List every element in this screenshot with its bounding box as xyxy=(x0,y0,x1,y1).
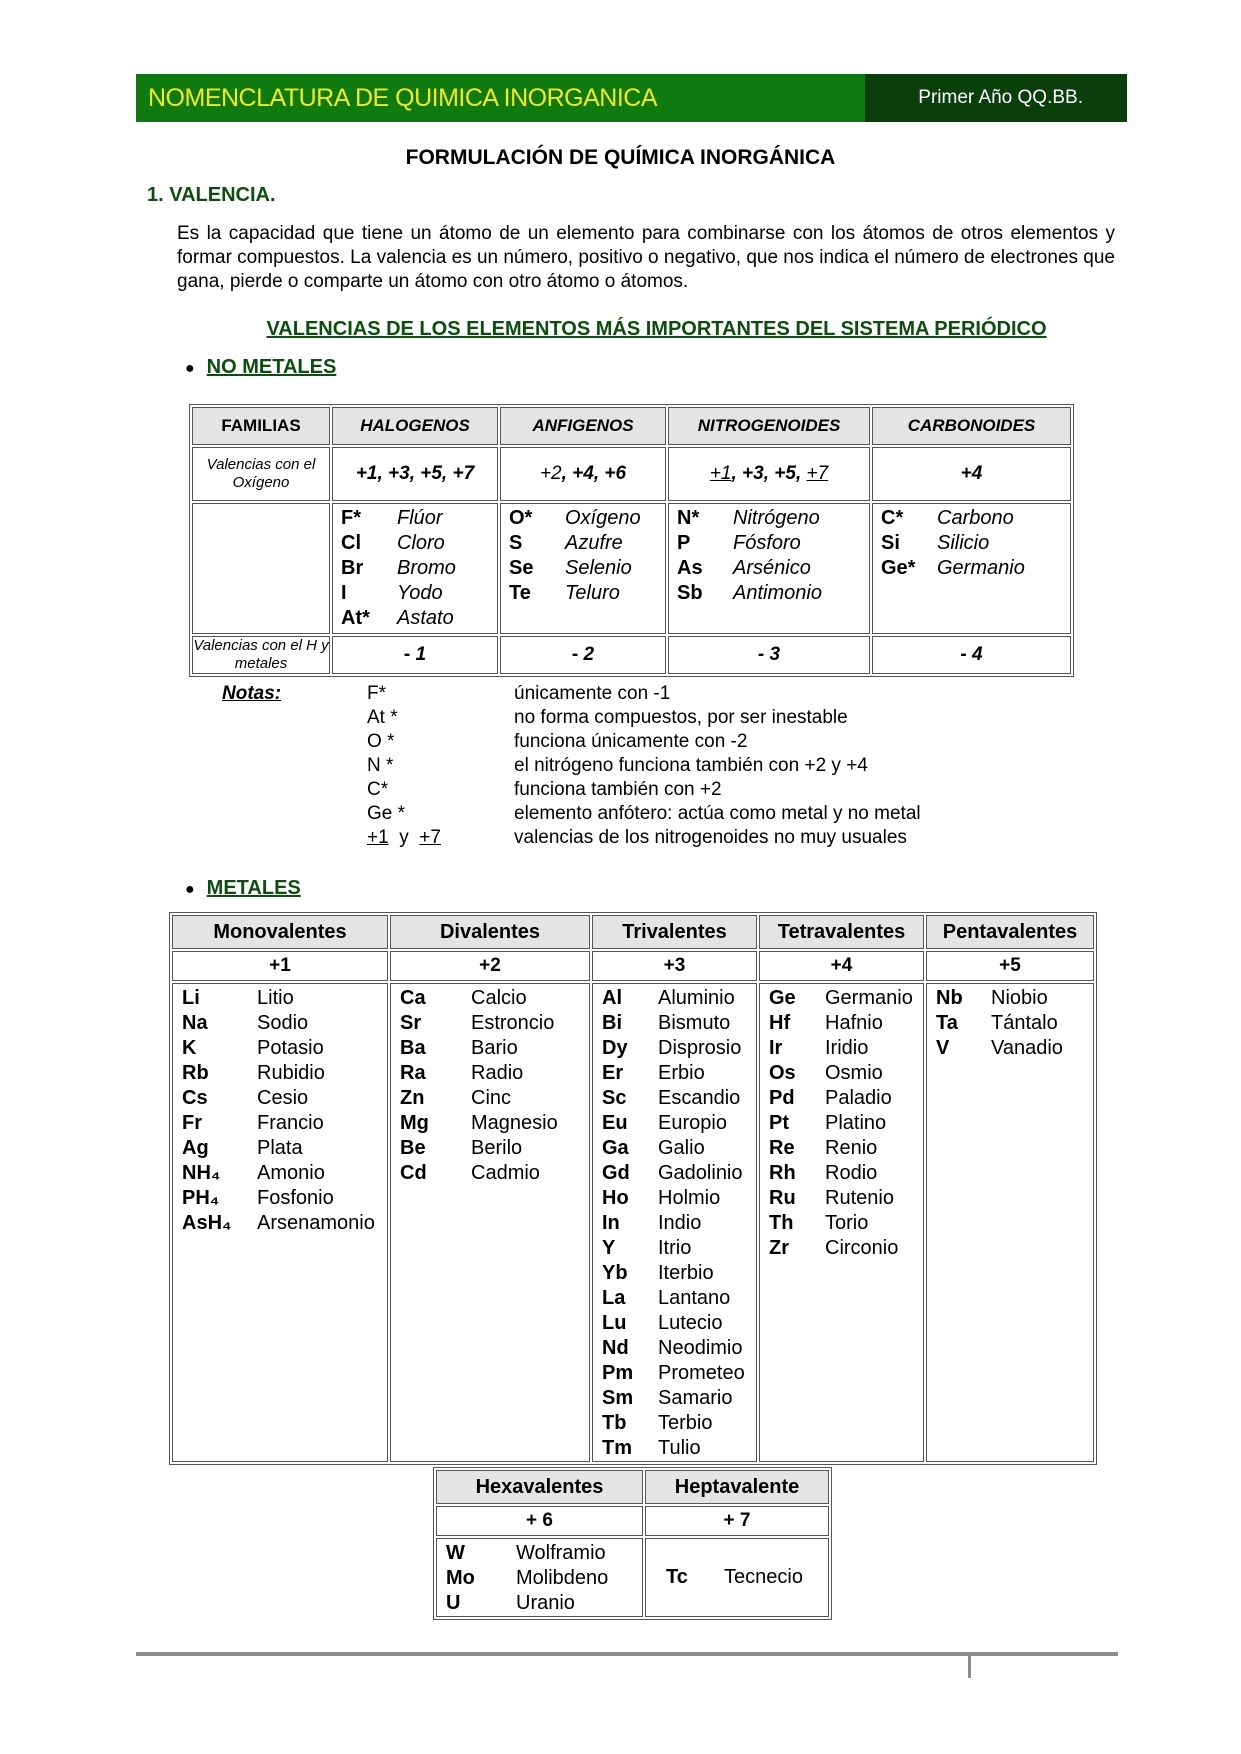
element-row xyxy=(602,1386,756,1411)
element-symbol: At* xyxy=(341,607,370,629)
element-row xyxy=(769,1061,923,1086)
header-familias: FAMILIAS xyxy=(192,407,330,445)
list-heptavalente xyxy=(645,1538,829,1617)
element-name: Osmio xyxy=(825,1062,883,1084)
element-symbol: As xyxy=(677,557,703,579)
element-name: Iterbio xyxy=(658,1262,714,1284)
element-symbol: U xyxy=(446,1592,461,1614)
element-symbol: La xyxy=(602,1287,626,1309)
page-header xyxy=(136,74,1127,122)
element-symbol: N* xyxy=(677,507,700,529)
element-row xyxy=(602,1086,756,1111)
element-name: Antimonio xyxy=(733,582,822,604)
element-row xyxy=(400,1036,589,1061)
valence-value: + 7 xyxy=(645,1506,829,1536)
element-name: Calcio xyxy=(471,987,527,1009)
element-row xyxy=(769,986,923,1011)
element-row xyxy=(602,1336,756,1361)
element-symbol: Mg xyxy=(400,1112,429,1134)
element-row xyxy=(602,1361,756,1386)
element-row xyxy=(602,1136,756,1161)
element-row xyxy=(400,1161,589,1186)
element-row xyxy=(769,1036,923,1061)
nota-row: At * no forma compuestos, por ser inestable xyxy=(367,707,848,728)
element-symbol: Al xyxy=(602,987,622,1009)
element-name: Potasio xyxy=(257,1037,324,1059)
element-row xyxy=(769,1236,923,1261)
element-name: Arsénico xyxy=(733,557,811,579)
element-symbol: PH₄ xyxy=(182,1187,220,1209)
element-row xyxy=(446,1591,642,1616)
element-name: Fosfonio xyxy=(257,1187,334,1209)
header-pentavalentes: Pentavalentes xyxy=(926,915,1094,949)
element-symbol: Ba xyxy=(400,1037,426,1059)
element-name: Escandio xyxy=(658,1087,741,1109)
nota-row: Ge * elemento anfótero: actúa como metal y no metal xyxy=(367,803,921,824)
element-name: Germanio xyxy=(825,987,913,1009)
valence-value: +3 xyxy=(592,951,757,981)
element-name: Sodio xyxy=(257,1012,309,1034)
element-row xyxy=(769,1111,923,1136)
element-name: Hafnio xyxy=(825,1012,883,1034)
element-symbol: S xyxy=(509,532,523,554)
element-row xyxy=(509,506,665,531)
element-name: Molibdeno xyxy=(516,1567,609,1589)
element-row xyxy=(602,986,756,1011)
element-name: Amonio xyxy=(257,1162,325,1184)
element-name: Nitrógeno xyxy=(733,507,820,529)
element-row xyxy=(182,1011,387,1036)
list-tetravalentes xyxy=(759,983,924,1462)
element-symbol: Cs xyxy=(182,1087,208,1109)
element-row xyxy=(602,1211,756,1236)
element-name: Holmio xyxy=(658,1187,721,1209)
element-row xyxy=(769,1011,923,1036)
element-name: Neodimio xyxy=(658,1337,743,1359)
element-symbol: K xyxy=(182,1037,197,1059)
element-name: Berilo xyxy=(471,1137,523,1159)
element-row xyxy=(341,606,497,631)
element-row xyxy=(400,1111,589,1136)
list-trivalentes xyxy=(592,983,757,1462)
element-symbol: Tb xyxy=(602,1412,627,1434)
element-name: Europio xyxy=(658,1112,727,1134)
element-symbol: Br xyxy=(341,557,364,579)
element-symbol: O* xyxy=(509,507,533,529)
element-symbol: Rh xyxy=(769,1162,796,1184)
element-name: Teluro xyxy=(565,582,620,604)
element-symbol: In xyxy=(602,1212,620,1234)
element-symbol: Ca xyxy=(400,987,426,1009)
list-divalentes xyxy=(390,983,590,1462)
element-name: Iridio xyxy=(825,1037,869,1059)
element-name: Bromo xyxy=(397,557,456,579)
element-symbol: I xyxy=(341,582,347,604)
hexa-hepta-table xyxy=(433,1467,832,1620)
element-name: Silicio xyxy=(937,532,990,554)
element-symbol: Sc xyxy=(602,1087,627,1109)
element-name: Selenio xyxy=(565,557,632,579)
element-row xyxy=(602,1261,756,1286)
element-symbol: Yb xyxy=(602,1262,628,1284)
element-symbol: Nb xyxy=(936,987,963,1009)
label-valencias-h: Valencias con el H y metales xyxy=(193,637,329,672)
element-symbol: Se xyxy=(509,557,534,579)
element-row xyxy=(400,1011,589,1036)
element-symbol: Re xyxy=(769,1137,795,1159)
element-name: Terbio xyxy=(658,1412,713,1434)
element-symbol: Rb xyxy=(182,1062,209,1084)
valence-value: +2 xyxy=(390,951,590,981)
list-hexavalentes xyxy=(436,1538,643,1617)
element-symbol: C* xyxy=(881,507,904,529)
element-row xyxy=(341,506,497,531)
header-divalentes: Divalentes xyxy=(390,915,590,949)
header-course: Primer Año QQ.BB. xyxy=(865,74,1127,122)
element-symbol: Pm xyxy=(602,1362,634,1384)
element-symbol: Er xyxy=(602,1062,624,1084)
element-symbol: Ta xyxy=(936,1012,958,1034)
element-name: Cadmio xyxy=(471,1162,540,1184)
valence-value: +4 xyxy=(759,951,924,981)
element-row xyxy=(602,1011,756,1036)
element-name: Germanio xyxy=(937,557,1025,579)
element-name: Lutecio xyxy=(658,1312,723,1334)
element-row xyxy=(666,1565,828,1590)
element-symbol: Y xyxy=(602,1237,616,1259)
list-pentavalentes xyxy=(926,983,1094,1462)
neg-carbonoides: - 4 xyxy=(872,636,1071,674)
header-hexavalentes: Hexavalentes xyxy=(436,1470,643,1504)
element-row xyxy=(677,581,869,606)
list-carbonoides xyxy=(872,503,1071,634)
element-symbol: Li xyxy=(182,987,200,1009)
header-anfigenos: ANFIGENOS xyxy=(500,407,666,445)
element-row xyxy=(182,1136,387,1161)
nota-row: N * el nitrógeno funciona también con +2 y +4 xyxy=(367,755,868,776)
element-row xyxy=(182,1086,387,1111)
element-row xyxy=(182,1036,387,1061)
element-symbol: Ho xyxy=(602,1187,629,1209)
element-symbol: Ge* xyxy=(881,557,916,579)
element-symbol: Lu xyxy=(602,1312,627,1334)
element-name: Niobio xyxy=(991,987,1048,1009)
element-symbol: Cd xyxy=(400,1162,427,1184)
element-symbol: Ir xyxy=(769,1037,783,1059)
element-row xyxy=(602,1161,756,1186)
element-symbol: Ge xyxy=(769,987,796,1009)
element-row xyxy=(936,986,1093,1011)
list-halogenos xyxy=(332,503,498,634)
valencias-carbonoides: +4 xyxy=(872,447,1071,501)
element-symbol: Sb xyxy=(677,582,703,604)
element-name: Gadolinio xyxy=(658,1162,743,1184)
element-name: Prometeo xyxy=(658,1362,745,1384)
neg-nitrogenoides: - 3 xyxy=(668,636,870,674)
valencias-halogenos: +1, +3, +5, +7 xyxy=(332,447,498,501)
element-name: Cinc xyxy=(471,1087,512,1109)
element-name: Magnesio xyxy=(471,1112,558,1134)
element-symbol: AsH₄ xyxy=(182,1212,232,1234)
header-nitrogenoides: NITROGENOIDES xyxy=(668,407,870,445)
element-row xyxy=(769,1186,923,1211)
element-row xyxy=(602,1286,756,1311)
element-symbol: Ga xyxy=(602,1137,629,1159)
element-row xyxy=(400,1136,589,1161)
valencias-nitrogenoides: +1, +3, +5, +7 xyxy=(668,447,870,501)
element-row xyxy=(182,1186,387,1211)
element-row xyxy=(182,986,387,1011)
element-symbol: V xyxy=(936,1037,950,1059)
element-symbol: Be xyxy=(400,1137,426,1159)
element-symbol: Mo xyxy=(446,1567,475,1589)
element-name: Erbio xyxy=(658,1062,705,1084)
element-row xyxy=(936,1036,1093,1061)
element-name: Vanadio xyxy=(991,1037,1063,1059)
element-name: Astato xyxy=(397,607,454,629)
element-symbol: Nd xyxy=(602,1337,629,1359)
valence-value: +5 xyxy=(926,951,1094,981)
header-trivalentes: Trivalentes xyxy=(592,915,757,949)
element-row xyxy=(509,531,665,556)
element-name: Cloro xyxy=(397,532,445,554)
element-name: Cesio xyxy=(257,1087,309,1109)
element-row xyxy=(400,986,589,1011)
nota-row: O * funciona únicamente con -2 xyxy=(367,731,748,752)
valencia-definition: Es la capacidad que tiene un átomo de un elemento para combinarse con los átomos de otros elementos y formar compuestos. La valencia es un número, positivo o negativo, que nos indica el número de electrones que gana, pierde o comparte un átomo con otro átomo o átomos. xyxy=(177,223,1115,292)
element-row xyxy=(182,1061,387,1086)
element-name: Samario xyxy=(658,1387,733,1409)
footer-tick xyxy=(968,1656,971,1678)
element-symbol: Pd xyxy=(769,1087,795,1109)
nota-row: +1 y +7 valencias de los nitrogenoides no muy usuales xyxy=(367,827,907,848)
element-name: Oxígeno xyxy=(565,507,641,529)
element-symbol: Gd xyxy=(602,1162,630,1184)
element-symbol: Eu xyxy=(602,1112,628,1134)
neg-halogenos: - 1 xyxy=(332,636,498,674)
valencias-subtitle: VALENCIAS DE LOS ELEMENTOS MÁS IMPORTANTES DEL SISTEMA PERIÓDICO xyxy=(266,318,1047,340)
element-row xyxy=(881,556,1070,581)
element-row xyxy=(769,1086,923,1111)
element-row xyxy=(602,1311,756,1336)
element-row xyxy=(509,581,665,606)
element-row xyxy=(936,1011,1093,1036)
element-name: Lantano xyxy=(658,1287,731,1309)
element-row xyxy=(182,1111,387,1136)
element-name: Francio xyxy=(257,1112,324,1134)
neg-anfigenos: - 2 xyxy=(500,636,666,674)
header-halogenos: HALOGENOS xyxy=(332,407,498,445)
element-name: Yodo xyxy=(397,582,443,604)
element-name: Paladio xyxy=(825,1087,892,1109)
metales-table xyxy=(169,912,1097,1465)
element-name: Renio xyxy=(825,1137,878,1159)
element-symbol: Cl xyxy=(341,532,361,554)
valence-value: + 6 xyxy=(436,1506,643,1536)
element-symbol: Si xyxy=(881,532,900,554)
element-name: Litio xyxy=(257,987,294,1009)
element-row xyxy=(341,556,497,581)
element-name: Tántalo xyxy=(991,1012,1058,1034)
element-symbol: P xyxy=(677,532,691,554)
element-row xyxy=(881,531,1070,556)
element-row xyxy=(602,1236,756,1261)
element-name: Itrio xyxy=(658,1237,692,1259)
list-nitrogenoides xyxy=(668,503,870,634)
element-name: Rubidio xyxy=(257,1062,325,1084)
page-title: FORMULACIÓN DE QUÍMICA INORGÁNICA xyxy=(405,146,836,169)
list-monovalentes xyxy=(172,983,388,1462)
element-symbol: F* xyxy=(341,507,361,529)
element-symbol: Na xyxy=(182,1012,208,1034)
element-row xyxy=(400,1061,589,1086)
element-name: Plata xyxy=(257,1137,303,1159)
element-symbol: Ru xyxy=(769,1187,796,1209)
no-metales-table xyxy=(189,404,1074,677)
bullet-metales: ● METALES xyxy=(185,877,301,899)
element-name: Wolframio xyxy=(516,1542,606,1564)
element-name: Disprosio xyxy=(658,1037,742,1059)
header-heptavalente: Heptavalente xyxy=(645,1470,829,1504)
element-row xyxy=(446,1566,642,1591)
element-symbol: Zr xyxy=(769,1237,789,1259)
empty-cell xyxy=(192,503,330,634)
label-valencias-oxigeno: Valencias con el Oxígeno xyxy=(192,447,330,501)
element-symbol: Ag xyxy=(182,1137,209,1159)
element-symbol: Ra xyxy=(400,1062,426,1084)
element-name: Bismuto xyxy=(658,1012,731,1034)
element-row xyxy=(182,1211,387,1236)
section-heading: 1. VALENCIA. xyxy=(147,184,276,206)
element-name: Uranio xyxy=(516,1592,575,1614)
header-tetravalentes: Tetravalentes xyxy=(759,915,924,949)
element-row xyxy=(341,531,497,556)
element-row xyxy=(602,1061,756,1086)
element-symbol: Pt xyxy=(769,1112,789,1134)
element-symbol: Dy xyxy=(602,1037,628,1059)
element-name: Torio xyxy=(825,1212,869,1234)
element-symbol: Tc xyxy=(666,1566,688,1588)
element-name: Tecnecio xyxy=(724,1566,803,1588)
element-symbol: Zn xyxy=(400,1087,425,1109)
element-name: Carbono xyxy=(937,507,1014,529)
element-name: Arsenamonio xyxy=(257,1212,375,1234)
element-symbol: Tm xyxy=(602,1437,632,1459)
element-row xyxy=(677,531,869,556)
element-symbol: Th xyxy=(769,1212,794,1234)
bullet-dot-icon: ● xyxy=(185,881,195,898)
element-row xyxy=(769,1136,923,1161)
element-row xyxy=(677,506,869,531)
notas-label: Notas: xyxy=(222,683,282,704)
element-row xyxy=(509,556,665,581)
element-row xyxy=(602,1436,756,1461)
valence-value: +1 xyxy=(172,951,388,981)
element-row xyxy=(446,1541,642,1566)
element-name: Flúor xyxy=(397,507,443,529)
element-name: Galio xyxy=(658,1137,705,1159)
element-name: Estroncio xyxy=(471,1012,555,1034)
bullet-dot-icon: ● xyxy=(185,360,195,377)
element-symbol: NH₄ xyxy=(182,1162,221,1184)
element-name: Azufre xyxy=(565,532,623,554)
element-name: Circonio xyxy=(825,1237,899,1259)
element-name: Radio xyxy=(471,1062,524,1084)
bullet-no-metales: ● NO METALES xyxy=(185,356,337,378)
element-row xyxy=(769,1211,923,1236)
element-symbol: W xyxy=(446,1542,465,1564)
element-symbol: Sr xyxy=(400,1012,422,1034)
list-anfigenos xyxy=(500,503,666,634)
element-name: Aluminio xyxy=(658,987,735,1009)
element-row xyxy=(341,581,497,606)
element-symbol: Os xyxy=(769,1062,796,1084)
element-name: Rodio xyxy=(825,1162,878,1184)
element-name: Indio xyxy=(658,1212,702,1234)
element-row xyxy=(602,1036,756,1061)
element-symbol: Sm xyxy=(602,1387,634,1409)
element-name: Platino xyxy=(825,1112,887,1134)
element-row xyxy=(400,1086,589,1111)
element-row xyxy=(677,556,869,581)
element-symbol: Hf xyxy=(769,1012,791,1034)
element-symbol: Fr xyxy=(182,1112,202,1134)
element-row xyxy=(182,1161,387,1186)
element-row xyxy=(602,1111,756,1136)
nota-row: C* funciona también con +2 xyxy=(367,779,722,800)
element-row xyxy=(602,1411,756,1436)
nota-row: F* únicamente con -1 xyxy=(367,683,671,704)
element-symbol: Bi xyxy=(602,1012,622,1034)
element-symbol: Te xyxy=(509,582,531,604)
element-row xyxy=(881,506,1070,531)
element-name: Tulio xyxy=(658,1437,701,1459)
element-row xyxy=(602,1186,756,1211)
header-carbonoides: CARBONOIDES xyxy=(872,407,1071,445)
header-monovalentes: Monovalentes xyxy=(172,915,388,949)
element-name: Rutenio xyxy=(825,1187,894,1209)
element-row xyxy=(769,1161,923,1186)
valencias-anfigenos: +2, +4, +6 xyxy=(500,447,666,501)
element-name: Bario xyxy=(471,1037,518,1059)
element-name: Fósforo xyxy=(733,532,801,554)
header-title: NOMENCLATURA DE QUIMICA INORGANICA xyxy=(136,74,865,122)
